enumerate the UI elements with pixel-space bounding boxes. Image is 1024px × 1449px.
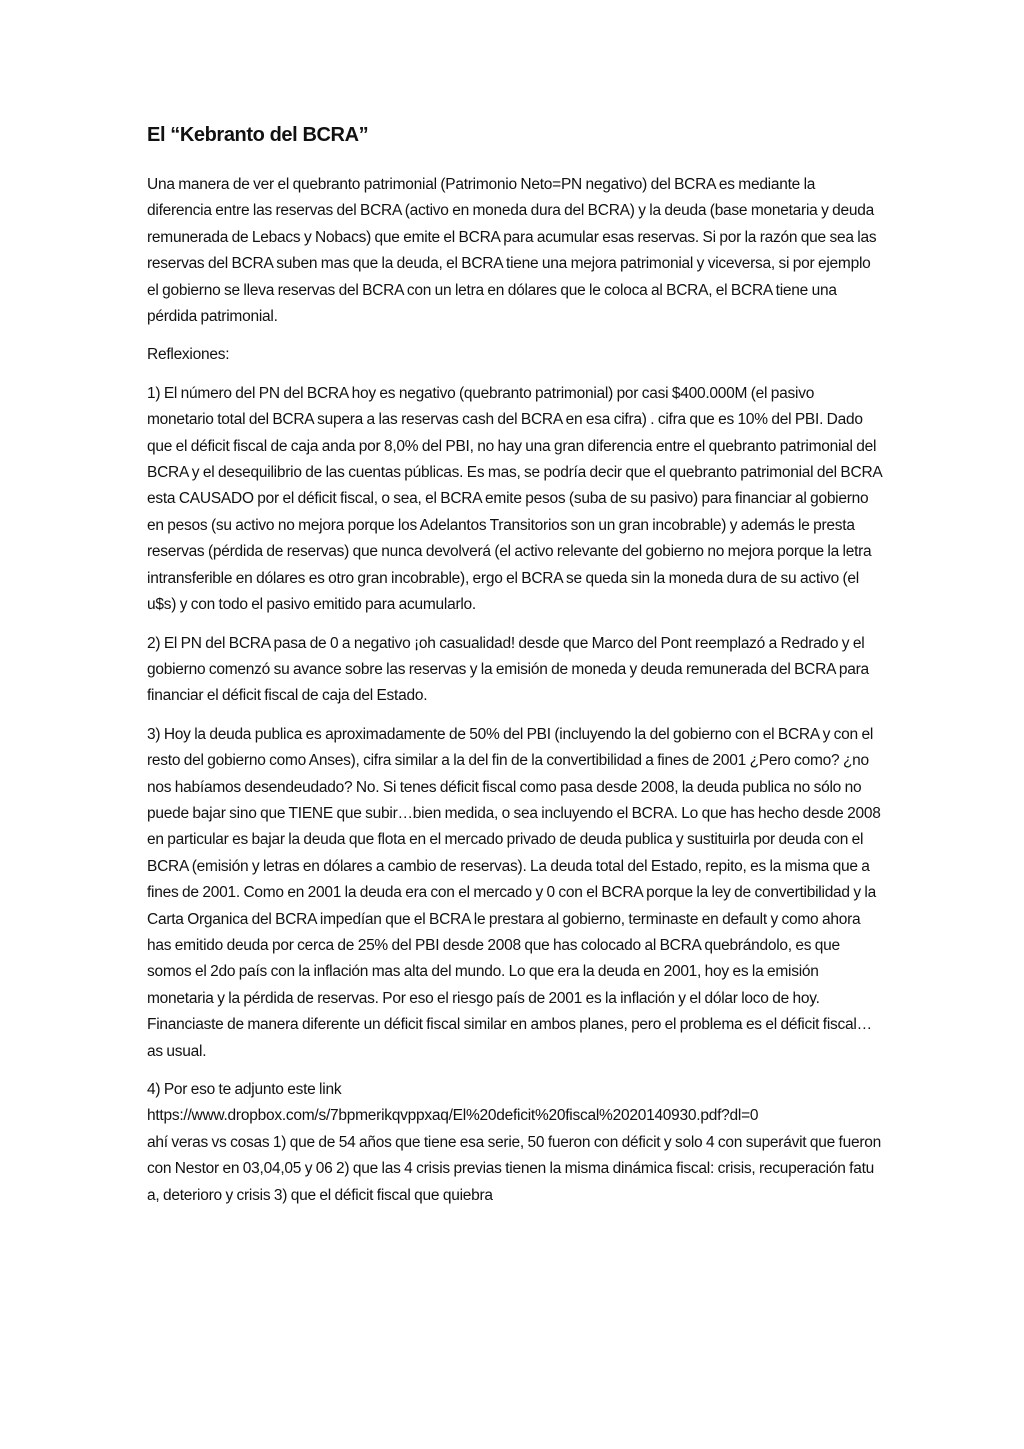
- intro-paragraph: Una manera de ver el quebranto patrimonial (Patrimonio Neto=PN negativo) del BCRA es mediante la diferencia entre las reservas del BCRA (activo en moneda dura del BCRA) y la deuda (base monetaria y deuda remunerada de Lebacs y Nobacs) que emite el BCRA para acumular esas reservas. Si por la razón que sea las reservas del BCRA suben mas que la deuda, el BCRA tiene una mejora patrimonial y viceversa, si por ejemplo el gobierno se lleva reservas del BCRA con un letra en dólares que le coloca al BCRA, el BCRA tiene una pérdida patrimonial.: [147, 176, 877, 326]
- dropbox-link[interactable]: https://www.dropbox.com/s/7bpmerikqvppxaq/El%20deficit%20fiscal%2020140930.pdf?dl=0: [147, 1107, 759, 1125]
- reflection-2-paragraph: 2) El PN del BCRA pasa de 0 a negativo ¡oh casualidad! desde que Marco del Pont reemplazó a Redrado y el gobierno comenzó su avance sobre las reservas y la emisión de moneda y deuda remunerada del BCRA para financiar el déficit fiscal de caja del Estado.: [147, 634, 869, 705]
- reflection-1-paragraph: 1) El número del PN del BCRA hoy es negativo (quebranto patrimonial) por casi $400.000M (el pasivo monetario total del BCRA supera a las reservas cash del BCRA en esa cifra) . cifra que es 10% del PBI. Dado que el déficit fiscal de caja anda por 8,0% del PBI, no hay una gran diferencia entre el quebranto patrimonial del BCRA y el desequilibrio de las cuentas públicas. Es mas, se podría decir que el quebranto patrimonial del BCRA esta CAUSADO por el déficit fiscal, o sea, el BCRA emite pesos (suba de su pasivo) para financiar al gobierno en pesos (su activo no mejora porque los Adelantos Transitorios son un gran incobrable) y además le presta reservas (pérdida de reservas) que nunca devolverá (el activo relevante del gobierno no mejora porque la letra intransferible en dólares es otro gran incobrable), ergo el BCRA se queda sin la moneda dura de su activo (el u$s) y con todo el pasivo emitido para acumularlo.: [147, 384, 882, 614]
- reflection-4-text: ahí veras vs cosas 1) que de 54 años que tiene esa serie, 50 fueron con déficit y solo 4 con superávit que fueron con Nestor en 03,04,05 y 06 2) que las 4 crisis previas tienen la misma dinámica fiscal: crisis, recuperación fatua, deterioro y crisis 3) que el déficit fiscal que quiebra: [147, 1133, 882, 1204]
- document-page: [147, 120, 882, 1221]
- reflections-heading: Reflexiones:: [147, 346, 230, 364]
- reflection-4-paragraph: [147, 1077, 882, 1209]
- reflection-3-paragraph: 3) Hoy la deuda publica es aproximadamente de 50% del PBI (incluyendo la del gobierno con el BCRA y con el resto del gobierno como Anses), cifra similar a la del fin de la convertibilidad a fines de 2001 ¿Pero como? ¿no nos habíamos desendeudado? No. Si tenes déficit fiscal como pasa desde 2008, la deuda publica no sólo no puede bajar sino que TIENE que subir…bien medida, o sea incluyendo el BCRA. Lo que has hecho desde 2008 en particular es bajar la deuda que flota en el mercado privado de deuda publica y sustituirla por deuda con el BCRA (emisión y letras en dólares a cambio de reservas). La deuda total del Estado, repito, es la misma que a fines de 2001. Como en 2001 la deuda era con el mercado y 0 con el BCRA porque la ley de convertibilidad y la Carta Organica del BCRA impedían que el BCRA le prestara al gobierno, terminaste en default y como ahora has emitido deuda por cerca de 25% del PBI desde 2008 que has colocado al BCRA quebrándolo, es que somos el 2do país con la inflación mas alta del mundo. Lo que era la deuda en 2001, hoy es la emisión monetaria y la pérdida de reservas. Por eso el riesgo país de 2001 es la inflación y el dólar loco de hoy. Financiaste de manera diferente un déficit fiscal similar en ambos planes, pero el problema es el déficit fiscal…as usual.: [147, 725, 881, 1060]
- document-title: El “Kebranto del BCRA”: [147, 124, 369, 146]
- reflection-4-intro: 4) Por eso te adjunto este link: [147, 1081, 342, 1098]
